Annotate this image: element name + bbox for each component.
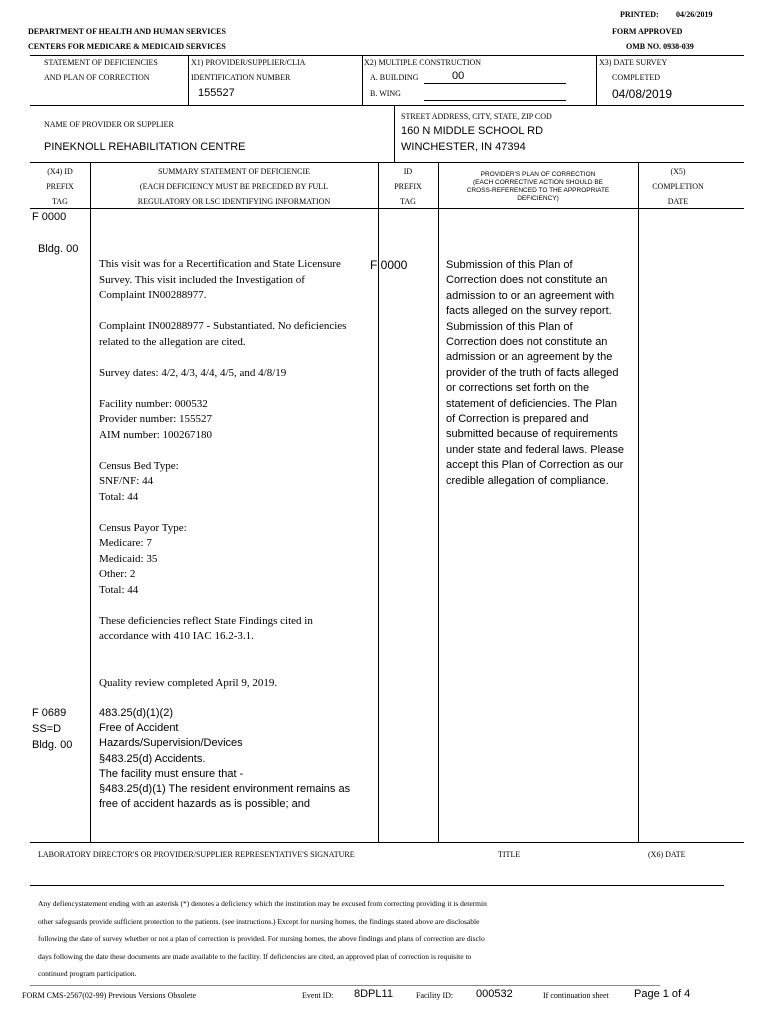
x5-header-line1: (X5) [670,167,686,176]
disclaimer-block [38,895,487,983]
x6-date-label: (X6) DATE [648,850,686,859]
title-label: TITLE [498,850,521,859]
facility-id-value: 000532 [476,988,513,1000]
provider-name-label: NAME OF PROVIDER OR SUPPLIER [44,120,174,129]
summary-paragraph-complaint: Complaint IN00288977 - Substantiated. No deficiencies related to the allegation are cited. [99,320,347,348]
statement-label-line2: AND PLAN OF CORRECTION [44,73,150,82]
tag-bldg-00: Bldg. 00 [38,243,79,255]
f689-line-accidents: §483.25(d) Accidents. [99,752,206,765]
wing-label: B. WING [370,89,401,98]
x5-header-line3: DATE [667,197,689,206]
street-address-line1: 160 N MIDDLE SCHOOL RD [401,125,544,137]
form-approved: FORM APPROVED [612,27,683,36]
plan-id-tag: F 0000 [370,258,408,272]
id-header-line1: ID [403,167,413,176]
plan-of-correction-text: Submission of this Plan of Correction does not constitute an admission to or an agreement with facts alleged on the survey report. Submission of this Plan of Correction does not constitute an admission or an agreement by the provider of the truth of facts alleged or corrections set forth on the statement of deficiencies. The Plan of Correction is prepared and submitted because of requirements under state and federal laws. Please accept this Plan of Correction as our credible allegation of compliance. [446,259,624,487]
summary-header-line1: SUMMARY STATEMENT OF DEFICIENCIE [157,167,311,176]
disclaimer-line2: other safeguards provide sufficient protection to the patients. (see instructions.) Except for nursing homes, the findings stated above are disclosable [38,916,480,926]
census-payor-title: Census Payor Type: [99,521,187,534]
street-address-label: STREET ADDRESS, CITY, STATE, ZIP COD [401,112,552,121]
x5-header-line2: COMPLETION [652,182,704,191]
x4-header-line3: TAG [52,197,68,206]
summary-header-line3: REGULATORY OR LSC IDENTIFYING INFORMATION [137,197,331,206]
summary-facility-block [99,397,354,444]
f689-line-title2: Hazards/Supervision/Devices [99,737,243,750]
census-payor-medicaid: Medicaid: 35 [99,552,158,565]
provider-name-value: PINEKNOLL REHABILITATION CENTRE [44,141,246,153]
summary-paragraph-quality-review: Quality review completed April 9, 2019. [99,676,278,689]
summary-header-line2: (EACH DEFICIENCY MUST BE PRECEDED BY FULL [139,182,329,191]
event-id-value: 8DPL11 [354,988,393,1000]
summary-census-bed-block [99,459,354,506]
aim-number: AIM number: 100267180 [99,428,213,441]
census-bed-title: Census Bed Type: [99,459,179,472]
street-address-line2: WINCHESTER, IN 47394 [401,141,526,153]
summary-paragraph-state-findings: These deficiencies reflect State Findings cited in accordance with 410 IAC 16.2-3.1. [99,614,313,642]
plan-header-line1: PROVIDER'S PLAN OF CORRECTION [480,171,596,178]
census-payor-medicare: Medicare: 7 [99,537,152,549]
summary-paragraph-survey-dates: Survey dates: 4/2, 4/3, 4/4, 4/5, and 4/8/19 [99,366,287,379]
x4-header-line1: (X4) ID [47,167,73,176]
census-bed-total: Total: 44 [99,490,139,503]
x1-label-line2: IDENTIFICATION NUMBER [191,73,291,82]
provider-number: Provider number: 155527 [99,413,213,425]
printed-label: PRINTED: [620,10,659,19]
survey-completed-date: 04/08/2019 [612,87,673,101]
tag-f0000: F 0000 [32,211,67,223]
department-title: DEPARTMENT OF HEALTH AND HUMAN SERVICES [28,27,226,36]
summary-paragraph-visit: This visit was for a Recertification and State Licensure Survey. This visit included the Investigation of Complaint IN00288977. [99,258,341,301]
tag-severity: SS=D [32,723,62,735]
id-header-line3: TAG [400,197,416,206]
f689-line-ensure: The facility must ensure that - [99,767,244,780]
f689-line-title1: Free of Accident [99,722,179,735]
x3-label: X3) DATE SURVEY [599,58,668,67]
disclaimer-line3: following the date of survey whether or not a plan of correction is provided. For nursing homes, the above findings and plans of correction are disclo [38,934,485,943]
facility-id-label: Facility ID: [416,991,454,1000]
provider-id-value: 155527 [198,87,235,99]
centers-title: CENTERS FOR MEDICARE & MEDICAID SERVICES [28,42,226,51]
disclaimer-line5: continued program participation. [38,969,137,978]
plan-header-line2: (EACH CORRECTIVE ACTION SHOULD BE [472,179,604,186]
omb-number: OMB NO. 0938-039 [626,42,694,51]
facility-number: Facility number: 000532 [99,397,208,410]
f689-regulation-text [99,706,369,812]
building-label: A. BUILDING [370,73,419,82]
id-header-line2: PREFIX [394,182,422,191]
printed-date: 04/26/2019 [676,10,713,19]
disclaimer-line1: Any defiencystatement ending with an asterisk (*) denotes a deficiency which the institution may be excused from correcting providing it is determin [38,899,487,908]
event-id-label: Event ID: [302,991,334,1000]
x4-header-line2: PREFIX [46,182,74,191]
x2-label: X2) MULTIPLE CONSTRUCTION [364,58,482,67]
tag-bldg-00-second: Bldg. 00 [32,739,73,751]
form-number: FORM CMS-2567(02-99) Previous Versions Obsolete [22,991,197,1000]
f689-line-cite: 483.25(d)(1)(2) [99,707,173,719]
x1-label: X1) PROVIDER/SUPPLIER/CLIA [191,58,306,67]
continuation-label: If continuation sheet [543,991,609,1000]
census-payor-total: Total: 44 [99,583,139,596]
f689-line-environment: §483.25(d)(1) The resident environment remains as free of accident hazards as is possible; and [99,783,351,811]
building-value: 00 [452,70,465,82]
census-bed-snf: SNF/NF: 44 [99,475,154,487]
signature-rule [30,885,724,886]
x3-label-line2: COMPLETED [612,73,660,82]
tag-f0689: F 0689 [32,707,67,719]
plan-header-line3: CROSS-REFERENCED TO THE APPROPRIATE [466,187,610,194]
signature-label: LABORATORY DIRECTOR'S OR PROVIDER/SUPPLIER REPRESENTATIVE'S SIGNATURE [38,850,355,859]
census-payor-other: Other: 2 [99,568,136,580]
page-number: Page 1 of 4 [634,988,691,1000]
statement-label-line1: STATEMENT OF DEFICIENCIES [44,58,158,67]
plan-header-line4: DEFICIENCY) [517,195,559,202]
footer-rule [30,985,660,986]
summary-statement [99,257,354,707]
disclaimer-line4: days following the date these documents are made available to the facility. If deficiencies are cited, an approved plan of correction is requisite to [38,951,472,961]
summary-census-payor-block [99,521,354,599]
